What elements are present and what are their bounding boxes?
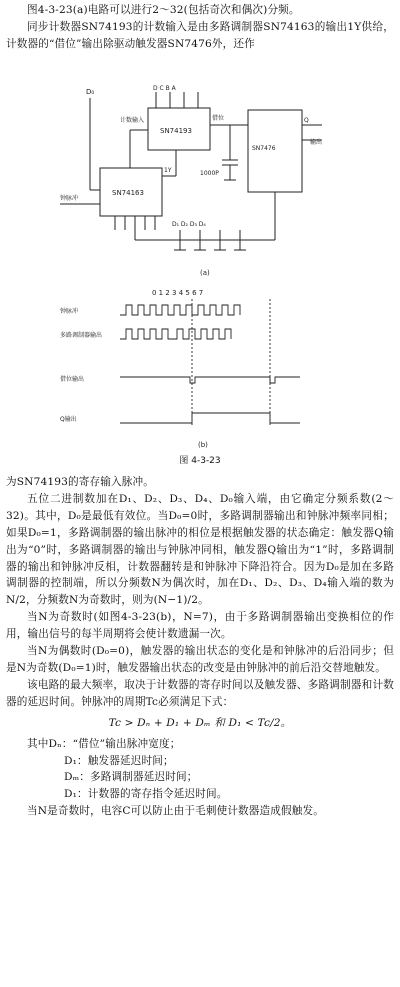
header-line-1: 图4-3-23(a)电路可以进行2～32(包括奇次和偶次)分频。 — [27, 4, 300, 16]
timing-caption: (b) — [198, 441, 208, 449]
output-label: 输出 — [310, 139, 323, 146]
header-line-2: 同步计数器SN74193的计数输入是由多路调制器SN74163的输出1Y供给，计数器的“借位”输出除驱动触发器SN7476外，还作 — [6, 20, 394, 50]
counter-label: SN74193 — [160, 127, 192, 135]
count-input-label: 计数输入 — [120, 117, 145, 124]
ff-label: SN7476 — [252, 145, 276, 152]
body-p5-lead: 其中Dₙ：“借位”输出脉冲宽度； — [27, 737, 181, 750]
timing-diagram — [60, 285, 350, 460]
circuit-caption: (a) — [200, 269, 210, 277]
header-text — [6, 2, 394, 53]
q-label: Q — [304, 117, 309, 124]
body-p3: 当N为偶数时(D₀=0)，触发器的输出状态的变化是和钟脉冲的后沿同步；但是N为奇数(D₀=1)时，触发器输出状态的改变是由钟脉冲的前后沿交替地触发。 — [6, 645, 394, 674]
1y-label: 1Y — [164, 167, 172, 174]
body-p6: 当N是奇数时，电容C可以防止由于毛刺使计数器造成假触发。 — [27, 805, 325, 818]
body-p2: 当N为奇数时(如图4-3-23(b)，N=7)，由于多路调制器输出变换相位的作用，输出信号的每半周期将会使计数遗漏一次。 — [6, 611, 394, 641]
timing-row-q: Q输出 — [60, 416, 77, 423]
body-p5-b: Dₘ：多路调制器延迟时间； — [64, 771, 198, 784]
timing-row-mux: 多路调制器输出 — [60, 332, 103, 339]
clock-waveform — [120, 305, 240, 315]
clock-label: 钟脉冲 — [60, 195, 79, 202]
capacitor-label: 1000P — [200, 170, 219, 177]
body-p4: 该电路的最大频率，取决于计数器的寄存时间以及触发器、多路调制器和计数器的延迟时间。钟脉冲的周期Tc必须满足下式： — [6, 678, 394, 708]
d0-label: D₀ — [86, 88, 95, 96]
body-p0: 为SN74193的寄存输入脉冲。 — [6, 476, 154, 488]
mux-waveform — [120, 329, 231, 339]
timing-row-clock: 钟脉冲 — [60, 308, 79, 315]
body-p1: 五位二进制数加在D₁、D₂、D₃、D₄、D₀输入端，由它确定分频系数(2～32)。其中，D₀是最低有效位。当D₀=0时，多路调制器输出和钟脉冲频率同相；如果D₀=1，多路调制器的输出脉冲的相位是根据触发器的状态确定：触发器Q输出为“0”时，多路调制器的输出与钟脉冲同相，触发器Q输出为“1”时，多路调制器的输出和钟脉冲反相，计数器翻转是和钟脉冲下降沿符合。因为D₀是加在多路调制器的控制端，所以分频数N为偶次时，加在D₁、D₂、D₃、D₄输入端的数为N/2，分频数N为奇数时，则为(N−1)/2。 — [6, 492, 394, 607]
body-text — [6, 474, 394, 820]
figure-caption: 图 4-3-23 — [179, 456, 221, 466]
counter-pins-label: D C B A — [153, 85, 176, 92]
body-p5-c: D₁：计数器的寄存指令延迟时间。 — [64, 788, 228, 801]
timing-row-borrow: 借位输出 — [60, 376, 85, 383]
body-p5-a: D₁：触发器延迟时间； — [64, 754, 174, 767]
q-waveform — [120, 413, 300, 423]
timing-numbers: 0 1 2 3 4 5 6 7 — [152, 289, 204, 297]
borrow-waveform — [120, 377, 300, 383]
circuit-diagram — [60, 80, 350, 280]
mux-label: SN74163 — [112, 189, 144, 197]
data-pins-label: D₁ D₂ D₃ D₄ — [172, 221, 206, 228]
body-formula: Tc > Dₙ + D₁ + Dₘ 和 D₁ < Tc/2。 — [108, 716, 292, 729]
borrow-label: 借位 — [212, 115, 225, 122]
